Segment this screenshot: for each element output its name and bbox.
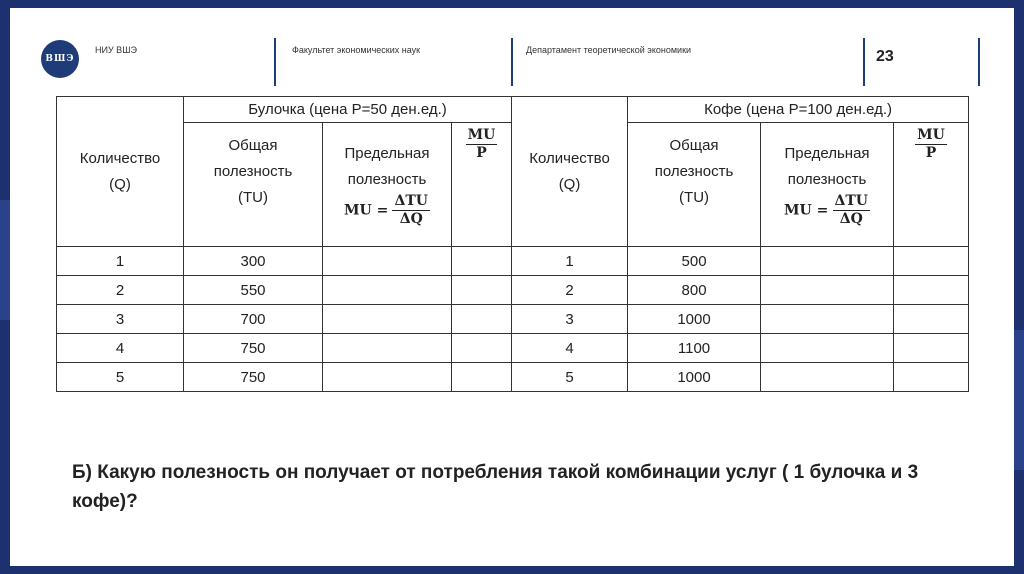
faculty-name: Факультет экономических наук [292, 45, 421, 55]
header-divider [274, 38, 276, 86]
header-divider [863, 38, 865, 86]
mu-header-bun: Предельная полезность MU = $\frac{\text{ΔTU}}{\Delta Q}$ [323, 123, 452, 247]
quantity-header-coffee: Количество (Q) [512, 97, 628, 247]
frame-stripe-right [1014, 330, 1024, 470]
table-row: 2 550 2 800 [57, 276, 969, 305]
hse-logo: ВШЭ [41, 40, 79, 78]
coffee-title: Кофе (цена P=100 ден.ед.) [628, 97, 969, 123]
table-row: 5 750 5 1000 [57, 363, 969, 392]
mu-formula: $\frac{\text{ΔTU}}{\Delta Q}$ [394, 193, 428, 227]
department-name: Департамент теоретической экономики [526, 45, 692, 55]
mu-p-header-coffee: $\frac{MU}{P}$ [894, 123, 969, 247]
table-row: 3 700 3 1000 [57, 305, 969, 334]
frame-stripe-left [0, 200, 10, 320]
utility-table [56, 96, 969, 392]
org-name: НИУ ВШЭ [95, 45, 137, 55]
mu-header-coffee: Предельная полезность MU = $\frac{\text{ΔTU}}{\Delta Q}$ [761, 123, 894, 247]
table-row: 4 750 4 1100 [57, 334, 969, 363]
question-text: Б) Какую полезность он получает от потребления такой комбинации услуг ( 1 булочка и 3 кофе)? [72, 462, 919, 512]
header-divider [511, 38, 513, 86]
tu-header-coffee: Общая полезность (TU) [628, 123, 761, 247]
mu-p-header-bun: $\frac{MU}{P}$ [452, 123, 512, 247]
bun-title: Булочка (цена P=50 ден.ед.) [184, 97, 512, 123]
quantity-header-bun: Количество (Q) [57, 97, 184, 247]
header-divider [978, 38, 980, 86]
tu-header-bun: Общая полезность (TU) [184, 123, 323, 247]
table-row: 1 300 1 500 [57, 247, 969, 276]
mu-formula: $\frac{\text{ΔTU}}{\Delta Q}$ [834, 193, 869, 227]
page-number: 23 [876, 48, 894, 65]
